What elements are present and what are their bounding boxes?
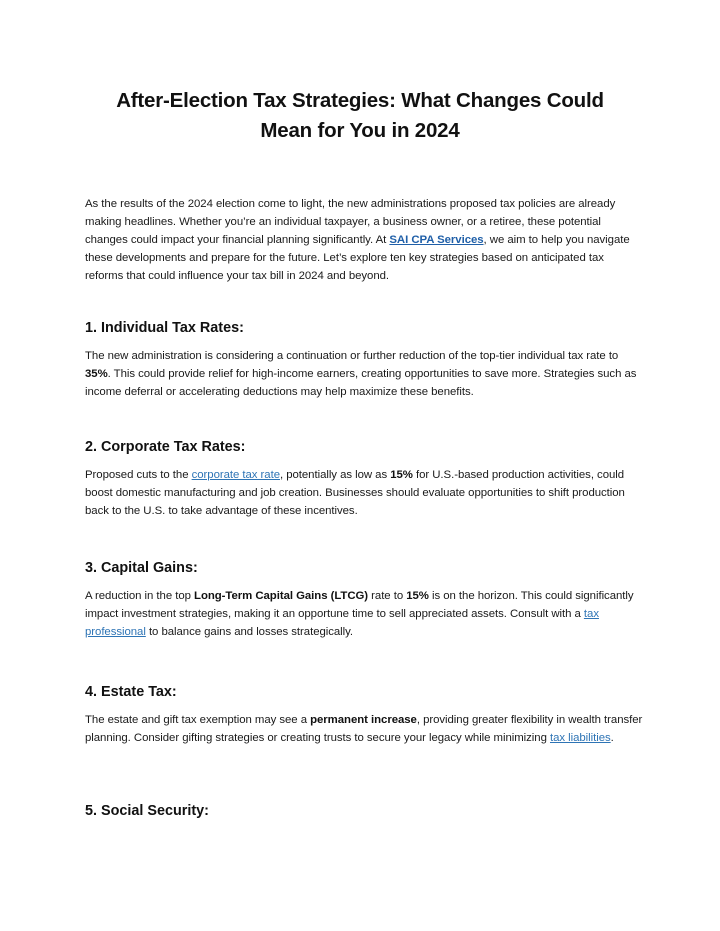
text: .: [610, 732, 614, 744]
intro-paragraph: [85, 195, 645, 285]
section-heading-social-security: 5. Social Security:: [85, 803, 209, 819]
tax-professional-link[interactable]: tax professional: [85, 608, 599, 638]
bold-rate: 15%: [406, 590, 429, 602]
text: rate to: [368, 590, 407, 602]
section-paragraph-estate-tax: [85, 711, 645, 747]
bold-rate: 35%: [85, 368, 108, 380]
text: , providing greater flexibility in wealth transfer planning. Consider gifting strategies or creating trusts to secure your legacy while minimizing: [85, 714, 643, 744]
page-title-line-1: After-Election Tax Strategies: What Changes Could: [116, 89, 604, 112]
corporate-tax-rate-link[interactable]: corporate tax rate: [191, 469, 280, 481]
intro-text-end: , we aim to help you navigate these developments and prepare for the future. Let’s explore ten key strategies based on anticipated tax reforms that could influence your tax bill in 2024 and beyond.: [85, 234, 630, 282]
text: Proposed cuts to the: [85, 469, 192, 481]
section-paragraph-individual-tax-rates: [85, 347, 645, 401]
text: , potentially as low as: [279, 469, 391, 481]
section-paragraph-corporate-tax-rates: [85, 466, 645, 520]
section-paragraph-capital-gains: [85, 587, 645, 641]
text: is on the horizon. This could significantly impact investment strategies, making it an opportune time to sell appreciated assets. Consult with a: [85, 590, 634, 620]
section-heading-corporate-tax-rates: 2. Corporate Tax Rates:: [85, 439, 246, 455]
page-title: [80, 86, 640, 146]
page-title-line-2: Mean for You in 2024: [260, 119, 460, 142]
text: A reduction in the top: [85, 590, 195, 602]
bold-rate: 15%: [390, 469, 413, 481]
text: The new administration is considering a continuation or further reduction of the top-tier individual tax rate to: [85, 350, 619, 362]
tax-liabilities-link[interactable]: tax liabilities: [549, 732, 611, 744]
intro-text-start: As the results of the 2024 election come to light, the new administrations proposed tax policies are already making headlines. Whether you’re an individual taxpayer, a business owner, or a retiree, these potential changes could impact your financial planning significantly. At: [85, 198, 616, 246]
sai-cpa-services-link[interactable]: SAI CPA Services: [389, 234, 484, 246]
section-heading-individual-tax-rates: 1. Individual Tax Rates:: [85, 320, 244, 336]
bold-ltcg: Long-Term Capital Gains (LTCG): [194, 590, 369, 602]
text: for U.S.-based production activities, could boost domestic manufacturing and job creation. Businesses should evaluate opportunities to shift production back to the U.S. to take advantage of these incentives.: [85, 469, 625, 517]
text: . This could provide relief for high-income earners, creating opportunities to save more. Strategies such as income deferral or accelerating deductions may help maximize these benefits.: [85, 368, 637, 398]
text: The estate and gift tax exemption may see a: [85, 714, 311, 726]
bold-permanent-increase: permanent increase: [310, 714, 417, 726]
text: to balance gains and losses strategically.: [145, 626, 354, 638]
section-heading-estate-tax: 4. Estate Tax:: [85, 684, 177, 700]
section-heading-capital-gains: 3. Capital Gains:: [85, 560, 198, 576]
